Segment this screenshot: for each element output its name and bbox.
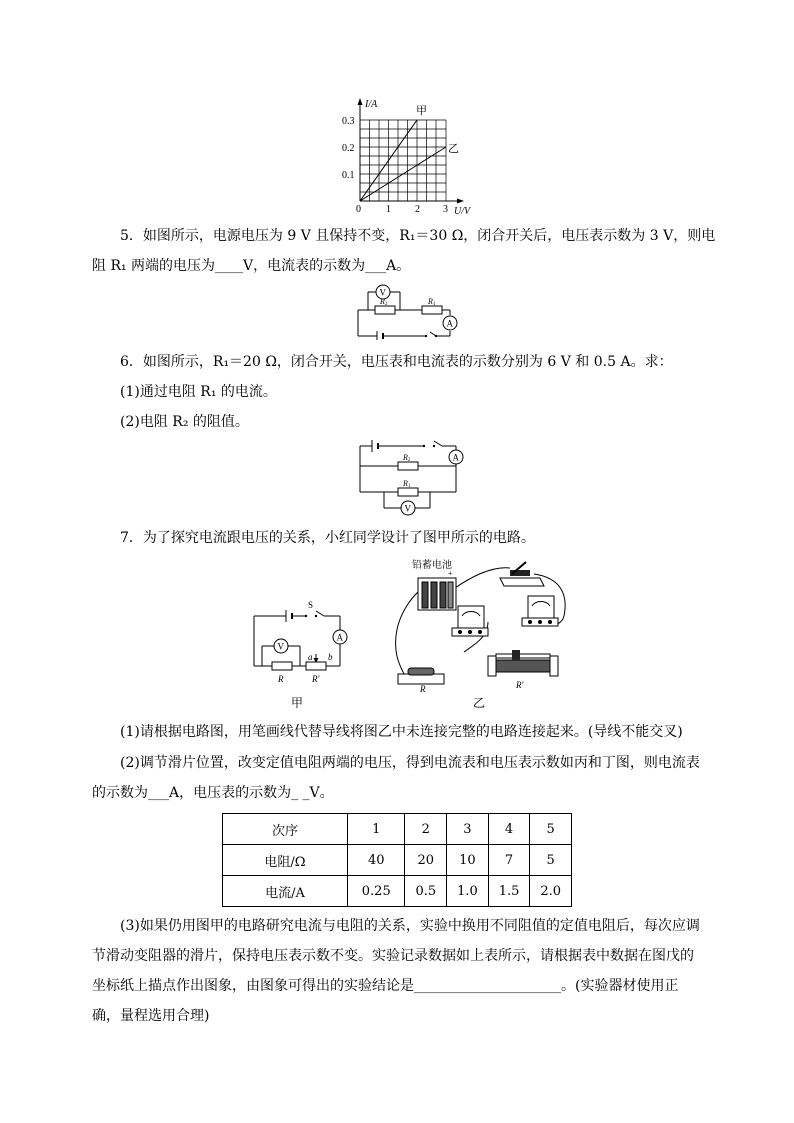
- svg-text:R: R: [403, 479, 408, 488]
- x-tick-0: 0: [356, 204, 361, 215]
- svg-text:A: A: [452, 452, 459, 463]
- table-cell: 次序: [223, 814, 348, 845]
- q7-fig-yi-apparatus: [392, 556, 582, 696]
- table-cell: 3: [447, 814, 489, 845]
- table-row: [223, 876, 572, 907]
- table-cell: 电阻/Ω: [223, 845, 348, 876]
- svg-text:b: b: [328, 652, 333, 662]
- table-cell: 10: [447, 845, 489, 876]
- q5-circuit: [350, 280, 460, 340]
- q7-sub2-line2: 的示数为___A，电压表的示数为_ _V。: [92, 785, 334, 801]
- svg-text:1: 1: [408, 484, 411, 489]
- q6-line1: 6．如图所示，R₁＝20 Ω，闭合开关，电压表和电流表的示数分别为 6 V 和 0.5 A。求：: [120, 354, 673, 370]
- svg-text:+: +: [448, 569, 453, 578]
- q5-r2: [375, 306, 395, 314]
- table-cell: 5: [530, 845, 572, 876]
- q7-switch: [305, 615, 307, 617]
- q5-line2: 阻 R₁ 两端的电压为____V，电流表的示数为___A。: [92, 258, 411, 274]
- svg-text:R: R: [278, 674, 284, 684]
- table-cell: 2.0: [530, 876, 572, 907]
- svg-text:2: 2: [385, 302, 388, 307]
- q7-sub3-line3: 坐标纸上描点作出图象，由图象可得出的实验结论是_____________________。(实验器材使用正: [92, 978, 679, 994]
- table-cell: 1.5: [488, 876, 530, 907]
- table-cell: 7: [488, 845, 530, 876]
- q7-resistor-r: [272, 662, 292, 670]
- lead-acid-battery: [418, 569, 456, 610]
- svg-text:A: A: [446, 318, 453, 329]
- y-tick-0.2: 0.2: [342, 143, 355, 154]
- q7-sub3-line1: (3)如果仍用图甲的电路研究电流与电阻的关系，实验中换用不同阻值的定值电阻后，每次应调: [120, 918, 700, 934]
- y-axis-label: I/A: [365, 99, 378, 110]
- fig-jia-label: 甲: [291, 696, 304, 710]
- q6-r1: [398, 488, 418, 496]
- fig-yi-label: 乙: [473, 696, 486, 710]
- q7-sub3-line4: 确，量程选用合理): [92, 1008, 210, 1024]
- q5-r1: [422, 306, 442, 314]
- q6-sub2: (2)电阻 R₂ 的阻值。: [120, 414, 249, 430]
- table-cell: 20: [405, 845, 447, 876]
- ammeter-device: [522, 596, 558, 626]
- svg-text:R′: R′: [312, 674, 320, 684]
- table-row: [223, 845, 572, 876]
- svg-text:R: R: [403, 453, 408, 462]
- table-cell: 0.25: [348, 876, 405, 907]
- q6-r2: [398, 462, 418, 470]
- q7-fig-jia-circuit: [244, 598, 354, 688]
- table-cell: 40: [348, 845, 405, 876]
- data-table: [222, 813, 572, 907]
- label-yi: 乙: [448, 143, 459, 155]
- svg-text:V: V: [404, 503, 411, 514]
- iu-graph: [338, 96, 478, 216]
- table-row: [223, 814, 572, 845]
- svg-text:V: V: [379, 287, 386, 298]
- table-cell: 4: [488, 814, 530, 845]
- svg-text:1: 1: [433, 302, 436, 307]
- svg-text:R: R: [420, 684, 426, 694]
- q6-sub1: (1)通过电阻 R₁ 的电流。: [120, 384, 277, 400]
- x-tick-2: 2: [415, 204, 420, 215]
- svg-text:R: R: [428, 297, 433, 306]
- label-jia: 甲: [416, 105, 427, 117]
- fixed-resistor-device: [398, 668, 444, 684]
- rheostat-device: [488, 650, 558, 676]
- q5-line1: 5．如图所示，电源电压为 9 V 且保持不变，R₁＝30 Ω，闭合开关后，电压表示数为 3 V，则电: [120, 228, 716, 244]
- table-cell: 0.5: [405, 876, 447, 907]
- q7-line1: 7．为了探究电流跟电压的关系，小红同学设计了图甲所示的电路。: [120, 530, 535, 546]
- table-cell: 5: [530, 814, 572, 845]
- svg-text:A: A: [336, 632, 343, 643]
- q7-sub1: (1)请根据电路图，用笔画线代替导线将图乙中未连接完整的电路连接起来。(导线不能交叉): [120, 724, 683, 740]
- svg-text:a: a: [308, 652, 313, 662]
- x-tick-1: 1: [386, 204, 391, 215]
- svg-text:S: S: [308, 600, 314, 610]
- q7-sub3-line2: 节滑动变阻器的滑片，保持电压表示数不变。实验记录数据如上表所示，请根据表中数据在图戊的: [92, 948, 694, 964]
- battery-label: 铅蓄电池: [412, 560, 452, 571]
- table-cell: 2: [405, 814, 447, 845]
- q7-rheostat: [306, 662, 326, 670]
- knife-switch: [500, 562, 544, 586]
- table-cell: 1: [348, 814, 405, 845]
- q7-sub2-line1: (2)调节滑片位置，改变定值电阻两端的电压，得到电流表和电压表示数如丙和丁图，则电流表: [120, 755, 700, 771]
- x-tick-3: 3: [443, 204, 448, 215]
- graph-grid: [360, 120, 446, 201]
- voltmeter-device: [452, 606, 488, 636]
- x-axis-label: U/V: [454, 206, 471, 216]
- svg-text:R′: R′: [516, 680, 524, 690]
- y-tick-0.3: 0.3: [342, 116, 355, 127]
- table-cell: 1.0: [447, 876, 489, 907]
- table-cell: 电流/A: [223, 876, 348, 907]
- svg-text:R: R: [380, 297, 385, 306]
- svg-text:V: V: [277, 641, 284, 652]
- svg-text:2: 2: [408, 458, 411, 463]
- y-tick-0.1: 0.1: [342, 170, 355, 181]
- q6-circuit: [352, 436, 467, 518]
